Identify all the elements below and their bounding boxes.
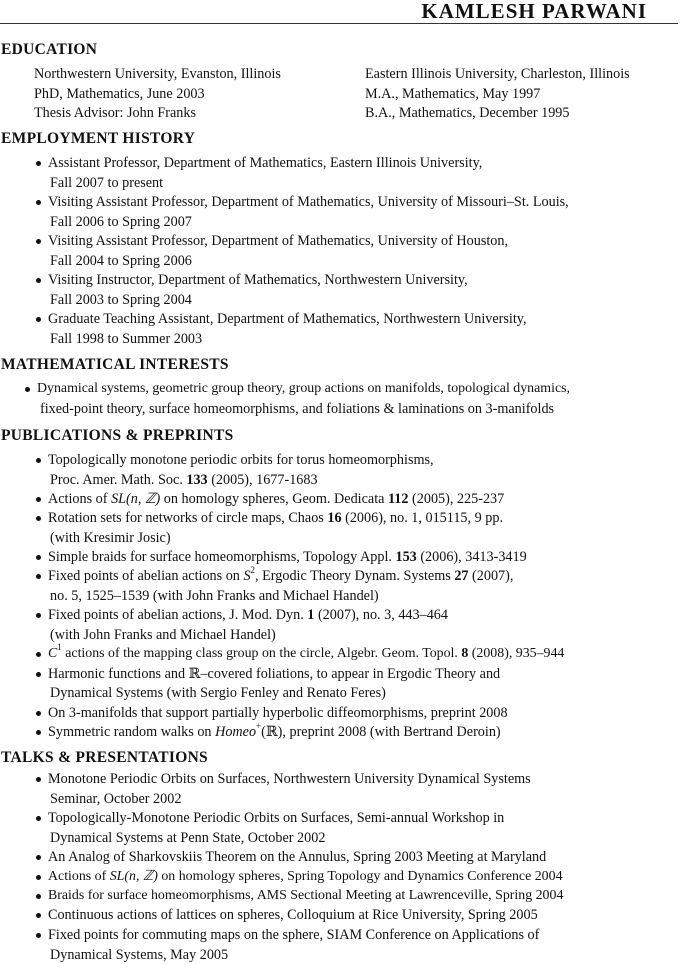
section-title-employment: EMPLOYMENT HISTORY	[1, 130, 196, 147]
publication-coauthors: no. 5, 1525–1539 (with John Franks and Michael Handel)	[50, 588, 379, 604]
volume: 1	[307, 607, 315, 623]
talk-line: Dynamical Systems, May 2005	[50, 947, 229, 963]
bullet-icon	[36, 516, 41, 521]
interests-line: fixed-point theory, surface homeomorphisms, and foliations & laminations on 3-manifolds	[40, 401, 555, 417]
publication-citation: Fixed points of abelian actions on $S^2$, Ergodic Theory Dynam. Systems 27 (2007),	[48, 565, 514, 584]
bullet-icon	[36, 730, 41, 735]
section-title-education: EDUCATION	[1, 41, 98, 58]
employment-line: Visiting Assistant Professor, Department of Mathematics, University of Missouri–St. Louis,	[48, 194, 569, 210]
bullet-icon	[36, 613, 41, 618]
bullet-icon	[36, 672, 41, 677]
bullet-icon	[36, 555, 41, 560]
publication-coauthors: Dynamical Systems (with Sergio Fenley and Renato Feres)	[50, 685, 386, 701]
bullet-icon	[36, 317, 41, 322]
section-title-publications: PUBLICATIONS & PREPRINTS	[1, 427, 234, 444]
math-expression: S	[243, 568, 251, 584]
volume: 133	[186, 472, 208, 488]
bullet-icon	[36, 913, 41, 918]
math-expression: Homeo	[215, 724, 257, 740]
publication-citation: Rotation sets for networks of circle maps, Chaos 16 (2006), no. 1, 015115, 9 pp.	[48, 510, 503, 526]
section-title-talks: TALKS & PRESENTATIONS	[1, 749, 208, 766]
employment-dates: Fall 2006 to Spring 2007	[50, 214, 192, 230]
education-right-line: M.A., Mathematics, May 1997	[365, 86, 541, 102]
section-title-interests: MATHEMATICAL INTERESTS	[1, 356, 229, 373]
publication-coauthors: (with John Franks and Michael Handel)	[50, 627, 276, 643]
publication-title: On 3-manifolds that support partially hyperbolic diffeomorphisms, preprint 2008	[48, 705, 508, 721]
education-left-line: Thesis Advisor: John Franks	[34, 105, 196, 121]
bullet-icon	[36, 933, 41, 938]
bullet-icon	[25, 387, 30, 392]
bullet-icon	[36, 497, 41, 502]
volume: 153	[395, 549, 417, 565]
bullet-icon	[36, 816, 41, 821]
education-right-line: Eastern Illinois University, Charleston, Illinois	[365, 66, 630, 82]
publication-title: Topologically monotone periodic orbits for torus homeomorphisms,	[48, 452, 434, 468]
header-rule	[0, 23, 678, 24]
education-left-line: Northwestern University, Evanston, Illinois	[34, 66, 281, 82]
volume: 27	[454, 568, 469, 584]
publication-coauthors: (with Kresimir Josic)	[50, 530, 171, 546]
bullet-icon	[36, 239, 41, 244]
superscript: 1	[57, 642, 62, 653]
publication-citation: Symmetric random walks on Homeo+(ℝ), preprint 2008 (with Bertrand Deroin)	[48, 721, 501, 740]
talk-line: An Analog of Sharkovskiis Theorem on the Annulus, Spring 2003 Meeting at Maryland	[48, 849, 547, 865]
education-right-line: B.A., Mathematics, December 1995	[365, 105, 570, 121]
talk-line: Continuous actions of lattices on spheres, Colloquium at Rice University, Spring 2005	[48, 907, 538, 923]
superscript: +	[256, 721, 262, 732]
bullet-icon	[36, 458, 41, 463]
publication-citation: Fixed points of abelian actions, J. Mod. Dyn. 1 (2007), no. 3, 443–464	[48, 607, 448, 623]
author-name: KAMLESH PARWANI	[421, 0, 647, 23]
bullet-icon	[36, 855, 41, 860]
bullet-icon	[36, 711, 41, 716]
talk-line: Fixed points for commuting maps on the sphere, SIAM Conference on Applications of	[48, 927, 540, 943]
talk-line: Topologically-Monotone Periodic Orbits on Surfaces, Semi-annual Workshop in	[48, 810, 505, 826]
interests-line: Dynamical systems, geometric group theory, group actions on manifolds, topological dynamics,	[37, 381, 571, 396]
bullet-icon	[36, 777, 41, 782]
employment-line: Graduate Teaching Assistant, Department of Mathematics, Northwestern University,	[48, 311, 527, 327]
bullet-icon	[36, 278, 41, 283]
volume: 8	[461, 646, 469, 661]
bullet-icon	[36, 161, 41, 166]
employment-line: Visiting Instructor, Department of Mathematics, Northwestern University,	[48, 272, 468, 288]
math-expression: SL(n, ℤ)	[111, 491, 161, 507]
math-expression: C	[48, 646, 58, 661]
bullet-icon	[36, 652, 41, 657]
superscript: 2	[250, 565, 256, 576]
employment-line: Assistant Professor, Department of Mathematics, Eastern Illinois University,	[48, 155, 483, 171]
volume: 16	[327, 510, 342, 526]
bullet-icon	[36, 200, 41, 205]
publication-citation: Proc. Amer. Math. Soc. 133 (2005), 1677-1683	[50, 472, 318, 488]
talk-line: Dynamical Systems at Penn State, October 2002	[50, 830, 326, 846]
employment-dates: Fall 1998 to Summer 2003	[50, 331, 203, 347]
publication-title: Harmonic functions and ℝ–covered foliations, to appear in Ergodic Theory and	[48, 666, 501, 682]
talk-line: Monotone Periodic Orbits on Surfaces, Northwestern University Dynamical Systems	[48, 771, 531, 787]
talk-line: Seminar, October 2002	[50, 791, 182, 807]
bullet-icon	[36, 875, 41, 880]
publication-citation: Actions of SL(n, ℤ) on homology spheres, Geom. Dedicata 112 (2005), 225-237	[48, 491, 505, 507]
education-left-line: PhD, Mathematics, June 2003	[34, 86, 205, 102]
publication-citation: $C^1$ actions of the mapping class group on the circle, Algebr. Geom. Topol. 8 (2008), 935–944	[48, 642, 565, 661]
bullet-icon	[36, 574, 41, 579]
talk-line: Braids for surface homeomorphisms, AMS Sectional Meeting at Lawrenceville, Spring 2004	[48, 888, 564, 903]
employment-dates: Fall 2007 to present	[50, 175, 164, 191]
employment-dates: Fall 2003 to Spring 2004	[50, 292, 192, 308]
publication-citation: Simple braids for surface homeomorphisms, Topology Appl. 153 (2006), 3413-3419	[48, 549, 527, 565]
math-expression: SL(n, ℤ)	[109, 869, 158, 884]
volume: 112	[387, 491, 409, 507]
talk-line: Actions of SL(n, ℤ) on homology spheres, Spring Topology and Dynamics Conference 2004	[48, 869, 563, 884]
employment-dates: Fall 2004 to Spring 2006	[50, 253, 192, 269]
bullet-icon	[36, 894, 41, 899]
employment-line: Visiting Assistant Professor, Department of Mathematics, University of Houston,	[48, 233, 509, 249]
